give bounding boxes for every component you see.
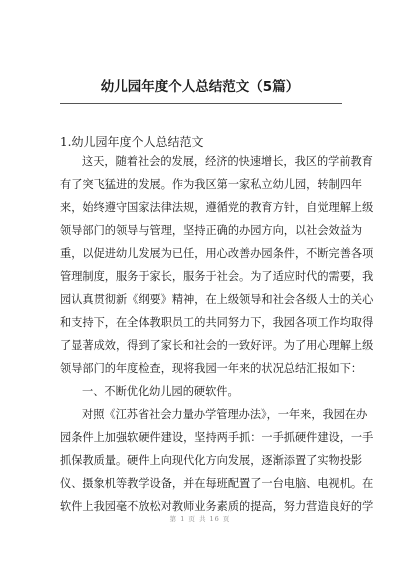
section-heading: 1.幼儿园年度个人总结范文 bbox=[60, 135, 204, 149]
body-line-15: 仪、摄象机等教学设备，并在每班配置了一台电脑、电视机。在 bbox=[60, 477, 374, 490]
body-line-4: 领导部门的领导与管理，坚持正确的办园方向，以社会效益为 bbox=[60, 224, 363, 237]
body-line-5: 重，以促进幼儿发展为已任，用心改善办园条件，不断完善各项 bbox=[60, 247, 374, 260]
body-line-10: 领导部门的年度检查，现将我园一年来的状况总结汇报如下： bbox=[60, 362, 363, 375]
body-line-6: 管理制度，服务于家长，服务于社会。为了适应时代的需要，我 bbox=[60, 270, 374, 283]
subsection-heading: 一、不断优化幼儿园的硬软件。 bbox=[82, 385, 239, 398]
body-line-1: 这天，随着社会的发展，经济的快速增长，我区的学前教育 bbox=[82, 155, 373, 168]
title-divider bbox=[60, 103, 342, 104]
body-line-12: 对照《江苏省社会力量办学管理办法》，一年来，我园在办 bbox=[82, 408, 368, 421]
page-number-footer: 第 1 页 共 16 页 bbox=[169, 515, 231, 523]
body-line-3: 来，始终遵守国家法律法规，遵循党的教育方针，自觉理解上级 bbox=[60, 201, 374, 214]
body-line-9: 了显著成效，得到了家长和社会的一致好评。为了用心理解上级 bbox=[60, 339, 374, 352]
body-line-8: 和支持下，在全体教职员工的共同努力下，我园各项工作均取得 bbox=[60, 316, 374, 329]
body-line-13: 园条件上加强软硬件建设，坚持两手抓：一手抓硬件建设，一手 bbox=[60, 431, 374, 444]
body-line-2: 有了突飞猛进的发展。作为我区第一家私立幼儿园，转制四年 bbox=[60, 178, 363, 191]
body-line-14: 抓保教质量。硬件上向现代化方向发展，逐渐添置了实物投影 bbox=[60, 454, 363, 467]
body-line-7: 园认真贯彻新《纲要》精神，在上级领导和社会各级人士的关心 bbox=[60, 293, 374, 306]
body-line-16: 软件上我园毫不放松对教师业务素质的提高，努力营造良好的学 bbox=[60, 500, 374, 513]
document-title: 幼儿园年度个人总结范文（5篇） bbox=[100, 79, 300, 95]
